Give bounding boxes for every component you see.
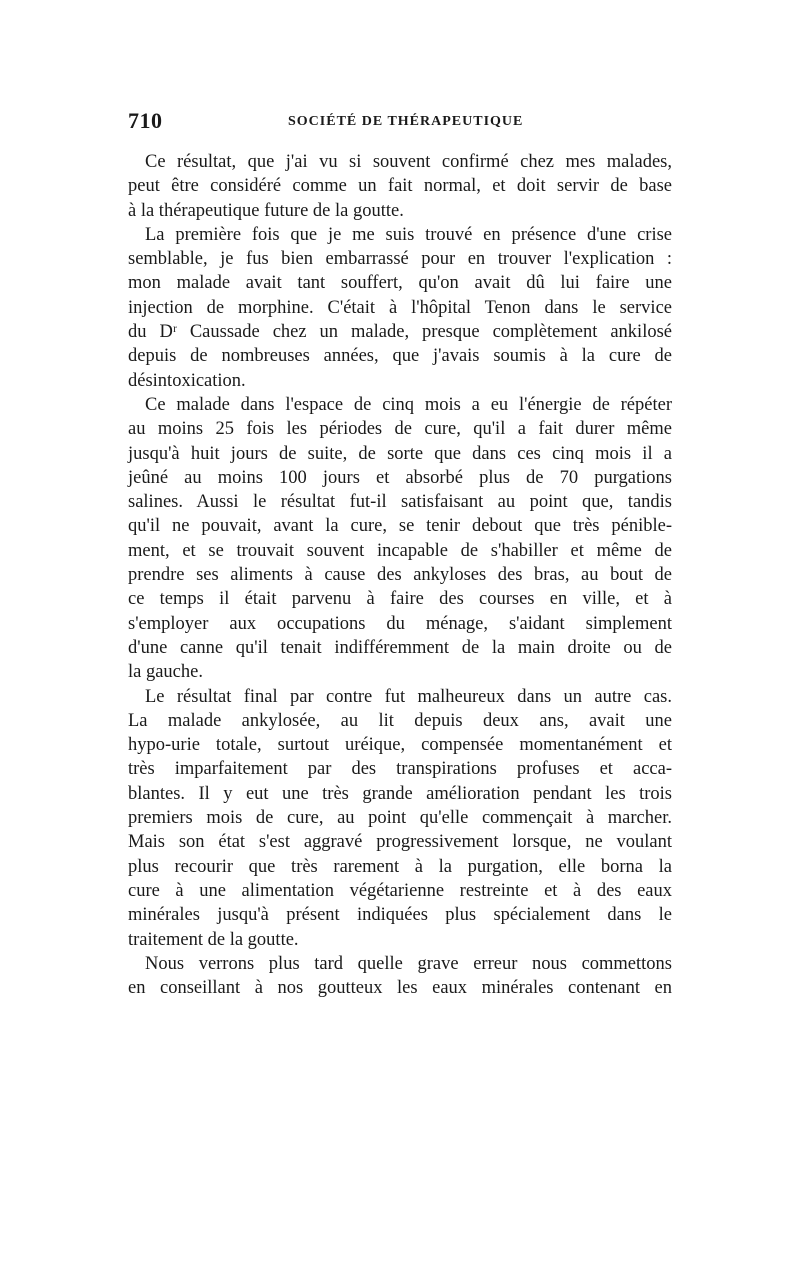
text-line: premiers mois de cure, au point qu'elle commençait à marcher. <box>128 808 672 829</box>
text-line: au moins 25 fois les périodes de cure, qu'il a fait durer même <box>128 419 672 440</box>
text-line: blantes. Il y eut une très grande amélioration pendant les trois <box>128 783 672 804</box>
text-line: minérales jusqu'à présent indiquées plus spécialement dans le <box>128 905 672 926</box>
text-line: s'employer aux occupations du ménage, s'aidant simplement <box>128 613 672 634</box>
text-line: hypo-urie totale, surtout uréique, compensée momentanément et <box>128 735 672 756</box>
text-line: semblable, je fus bien embarrassé pour en trouver l'explication : <box>128 249 672 270</box>
text-line: Ce résultat, que j'ai vu si souvent confirmé chez mes malades, <box>145 152 672 172</box>
text-line: jeûné au moins 100 jours et absorbé plus de 70 purgations <box>128 467 672 488</box>
text-line: prendre ses aliments à cause des ankyloses des bras, au bout de <box>128 565 672 586</box>
text-line: d'une canne qu'il tenait indifféremment de la main droite ou de <box>128 637 672 658</box>
text-line: très imparfaitement par des transpirations profuses et acca- <box>128 759 672 780</box>
text-line: cure à une alimentation végétarienne restreinte et à des eaux <box>128 880 672 901</box>
body-text <box>128 150 672 1000</box>
text-line: ce temps il était parvenu à faire des courses en ville, et à <box>128 589 672 610</box>
text-line: traitement de la goutte. <box>128 929 299 950</box>
text-line: Mais son état s'est aggravé progressivement lorsque, ne voulant <box>128 832 672 853</box>
text-line: ment, et se trouvait souvent incapable de s'habiller et même de <box>128 540 672 561</box>
running-head <box>128 108 672 138</box>
text-line: plus recourir que très rarement à la purgation, elle borna la <box>128 856 672 877</box>
text-line: en conseillant à nos goutteux les eaux minérales contenant en <box>128 978 672 999</box>
text-line: du Dʳ Caussade chez un malade, presque complètement ankilosé <box>128 322 672 343</box>
text-line: injection de morphine. C'était à l'hôpital Tenon dans le service <box>128 297 672 318</box>
text-line: La première fois que je me suis trouvé en présence d'une crise <box>145 224 672 245</box>
text-line: la gauche. <box>128 662 203 683</box>
text-line: jusqu'à huit jours de suite, de sorte que dans ces cinq mois il a <box>128 443 672 464</box>
text-line: Le résultat final par contre fut malheureux dans un autre cas. <box>145 686 672 707</box>
text-line: peut être considéré comme un fait normal, et doit servir de base <box>128 176 672 197</box>
journal-title: SOCIÉTÉ DE THÉRAPEUTIQUE <box>288 114 524 129</box>
text-line: mon malade avait tant souffert, qu'on avait dû lui faire une <box>128 273 672 294</box>
page-number: 710 <box>128 108 163 133</box>
text-line: qu'il ne pouvait, avant la cure, se tenir debout que très pénible- <box>128 516 672 537</box>
text-line: à la thérapeutique future de la goutte. <box>128 200 404 221</box>
text-line: La malade ankylosée, au lit depuis deux ans, avait une <box>128 710 672 731</box>
text-line: Nous verrons plus tard quelle grave erreur nous commettons <box>145 953 672 974</box>
text-line: salines. Aussi le résultat fut-il satisfaisant au point que, tandis <box>128 492 672 513</box>
text-line: depuis de nombreuses années, que j'avais soumis à la cure de <box>128 346 672 367</box>
text-line: désintoxication. <box>128 370 246 391</box>
text-line: Ce malade dans l'espace de cinq mois a eu l'énergie de répéter <box>145 394 672 415</box>
